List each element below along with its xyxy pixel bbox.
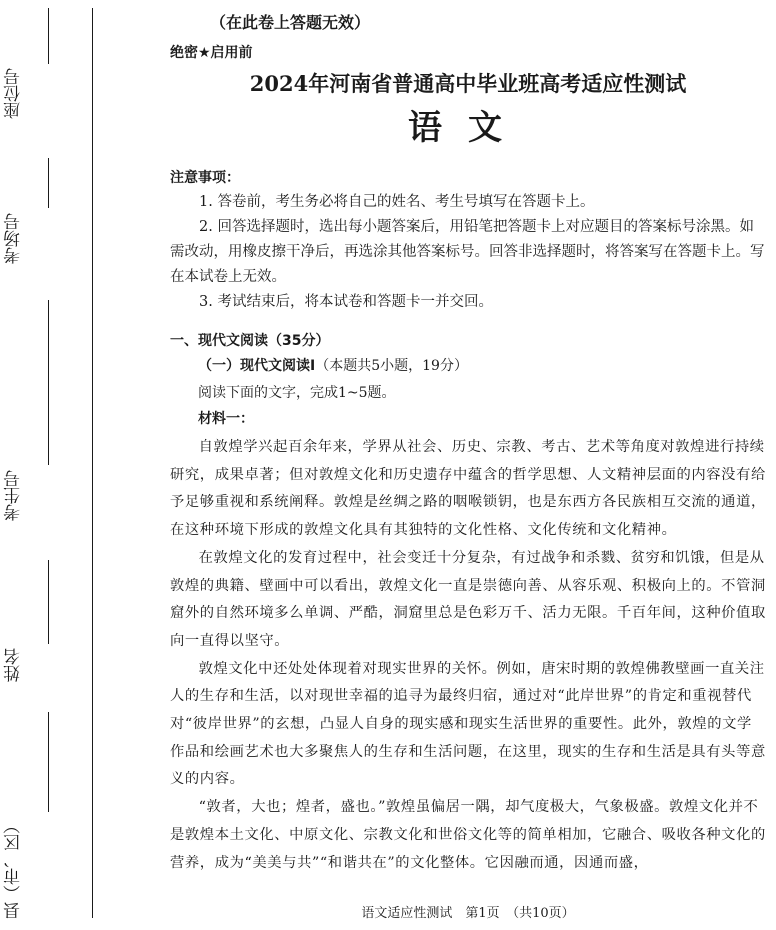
subsection-heading xyxy=(170,354,776,379)
material-heading: 材料一： xyxy=(198,411,254,427)
candidate-number-label: 考生号 xyxy=(4,470,24,521)
passage-paragraph: 敦煌文化中还处处体现着对现实世界的关怀。例如，唐宋时期的敦煌佛教壁画一直关注人的生存和生活，以对现世幸福的追寻为最终归宿，通过对“此岸世界”的肯定和重视替代对“彼岸世界”的玄想，凸显人自身的现实感和现实生活世界的重要性。此外，敦煌的文学作品和绘画艺术也大多聚焦人的生存和生活问题，在这里，现实的生存和生活是具有头等意义的内容。 xyxy=(170,660,766,788)
reading-instruction: 阅读下面的文字，完成1~5题。 xyxy=(198,385,396,401)
exam-room-field xyxy=(6,158,40,298)
invalid-answer-notice: （在此卷上答题无效） xyxy=(210,13,371,32)
reading-passage xyxy=(170,434,766,877)
seat-number-field xyxy=(6,8,40,158)
candidate-number-line xyxy=(48,300,49,465)
name-line xyxy=(48,560,49,644)
seat-number-label: 座位号 xyxy=(4,68,24,119)
county-label: 县（市、区） xyxy=(4,817,24,919)
page-footer: 语文适应性测试 第1页 （共10页） xyxy=(361,906,575,921)
binding-line xyxy=(92,8,93,918)
passage-paragraph: “敦者，大也；煌者，盛也。”敦煌虽偏居一隅，却气度极大，气象极盛。敦煌文化并不是敦煌本土文化、中原文化、宗教文化和世俗文化等的简单相加，它融合、吸收各种文化的营养，成为“美美与共”“和谐共在”的文化整体。它因融而通，因通而盛， xyxy=(170,799,766,871)
exam-room-label: 考场号 xyxy=(4,213,24,264)
county-field xyxy=(6,712,40,927)
section-heading: 一、现代文阅读（35分） xyxy=(170,333,330,349)
name-label: 姓名 xyxy=(4,648,24,682)
subsection-note: （本题共5小题，19分） xyxy=(315,358,468,374)
exam-title: 2024年河南省普通高中毕业班高考适应性测试 xyxy=(249,71,687,96)
candidate-number-field xyxy=(6,300,40,560)
subject-title: 语文 xyxy=(408,108,528,148)
confidential-mark: 绝密★启用前 xyxy=(170,45,253,61)
note-item: 1. 答卷前，考生务必将自己的姓名、考生号填写在答题卡上。 xyxy=(199,194,595,210)
notes-heading: 注意事项： xyxy=(170,170,240,186)
name-field xyxy=(6,560,40,700)
seat-number-line xyxy=(48,8,49,64)
binding-strip xyxy=(0,0,96,930)
notes-list xyxy=(170,190,766,315)
subsection-title: （一）现代文阅读Ⅰ xyxy=(198,358,316,374)
passage-paragraph: 自敦煌学兴起百余年来，学界从社会、历史、宗教、考古、艺术等角度对敦煌进行持续研究，成果卓著；但对敦煌文化和历史遗存中蕴含的哲学思想、人文精神层面的内容没有给予足够重视和系统阐释。敦煌是丝绸之路的咽喉锁钥，也是东西方各民族相互交流的通道，在这种环境下形成的敦煌文化具有其独特的文化性格、文化传统和文化精神。 xyxy=(170,439,766,539)
exam-room-line xyxy=(48,158,49,208)
note-item: 3. 考试结束后，将本试卷和答题卡一并交回。 xyxy=(199,294,493,310)
note-item: 2. 回答选择题时，选出每小题答案后，用铅笔把答题卡上对应题目的答案标号涂黑。如需改动，用橡皮擦干净后，再选涂其他答案标号。回答非选择题时，将答案写在答题卡上。写在本试卷上无效。 xyxy=(170,219,765,285)
county-line xyxy=(48,712,49,812)
passage-paragraph: 在敦煌文化的发育过程中，社会变迁十分复杂，有过战争和杀戮、贫穷和饥饿，但是从敦煌的典籍、壁画中可以看出，敦煌文化一直是崇德向善、从容乐观、积极向上的。不管洞窟外的自然环境多么单调、严酷，洞窟里总是色彩万千、活力无限。千百年间，这种价值取向一直得以坚守。 xyxy=(170,549,766,649)
